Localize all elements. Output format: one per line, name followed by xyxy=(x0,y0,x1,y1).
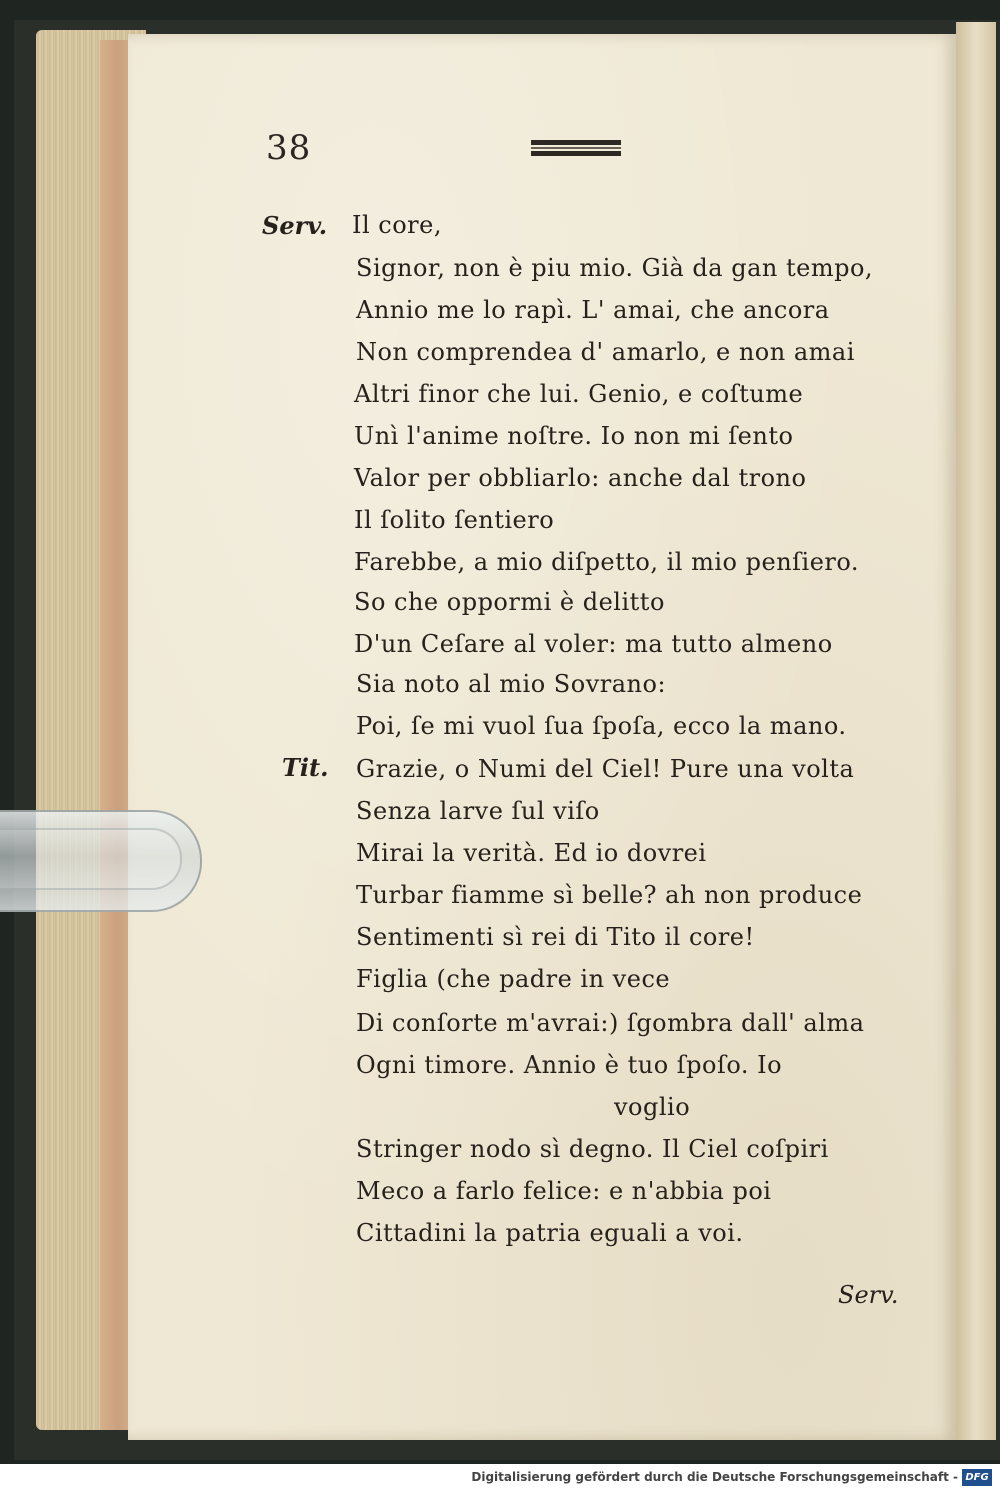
text-line: Senza larve ſul viſo xyxy=(356,797,600,825)
text-line: Non comprendea d' amarlo, e non amai xyxy=(356,338,855,366)
text-line: D'un Ceſare al voler: ma tutto almeno xyxy=(354,630,833,658)
header-ornament xyxy=(531,140,621,156)
catchword: Serv. xyxy=(838,1281,899,1309)
text-line: Mirai la verità. Ed io dovrei xyxy=(356,839,707,867)
text-line: Il ſolito ſentiero xyxy=(354,506,555,534)
text-line: Grazie, o Numi del Ciel! Pure una volta xyxy=(356,755,855,783)
text-line: Farebbe, a mio diſpetto, il mio penſiero. xyxy=(354,548,860,576)
text-line: Sentimenti sì rei di Tito il core! xyxy=(356,923,755,951)
dfg-logo-icon: DFG xyxy=(962,1469,992,1486)
text-line: Ogni timore. Annio è tuo ſpoſo. Io xyxy=(356,1051,783,1079)
text-line: Cittadini la patria eguali a voi. xyxy=(356,1219,744,1247)
text-line: Meco a farlo felice: e n'abbia poi xyxy=(356,1177,772,1205)
text-line: Di conſorte m'avrai:) ſgombra dall' alma xyxy=(356,1009,865,1037)
text-line: Valor per obbliarlo: anche dal trono xyxy=(354,464,807,492)
text-line: Il core, xyxy=(352,211,442,239)
text-line-turnover: voglio xyxy=(614,1093,691,1121)
text-line: Stringer nodo sì degno. Il Ciel coſpiri xyxy=(356,1135,829,1163)
plastic-clip xyxy=(0,798,210,920)
text-line: Turbar fiamme sì belle? ah non produce xyxy=(356,881,863,909)
text-line: Poi, ſe mi vuol ſua ſpoſa, ecco la mano. xyxy=(356,712,847,740)
page-number: 38 xyxy=(266,128,312,168)
text-line: Annio me lo rapì. L' amai, che ancora xyxy=(356,296,830,324)
text-line: So che oppormi è delitto xyxy=(354,588,665,616)
speaker-serv: Serv. xyxy=(262,211,328,240)
footer-credit: Digitalisierung gefördert durch die Deutsche Forschungsgemeinschaft - xyxy=(471,1470,958,1484)
footer-bar xyxy=(0,1464,1000,1494)
next-page-edge xyxy=(956,22,996,1440)
text-line: Altri finor che lui. Genio, e coſtume xyxy=(354,380,804,408)
text-line: Signor, non è piu mio. Già da gan tempo, xyxy=(356,254,874,282)
text-line: Figlia (che padre in vece xyxy=(356,965,671,993)
text-line: Unì l'anime noſtre. Io non mi ſento xyxy=(354,422,794,450)
text-line: Sia noto al mio Sovrano: xyxy=(356,670,667,698)
speaker-tit: Tit. xyxy=(282,753,329,782)
